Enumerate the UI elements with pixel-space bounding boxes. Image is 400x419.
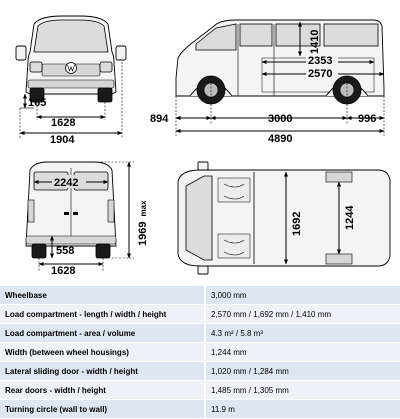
- spec-label: Rear doors - width / height: [0, 381, 205, 400]
- top-view: [178, 162, 390, 274]
- top-load-width-label: 1692: [291, 211, 303, 236]
- side-wheelbase-label: 3000: [268, 113, 293, 125]
- rear-loading-height-label: 558: [56, 245, 75, 257]
- spec-value: 2,570 mm / 1,692 mm / 1,410 mm: [205, 305, 400, 324]
- spec-label: Turning circle (wall to wall): [0, 400, 205, 419]
- front-track-label: 1628: [51, 117, 76, 129]
- front-ground-clearance-label: 165: [28, 97, 47, 109]
- spec-value: 11.9 m: [205, 400, 400, 419]
- spec-value: 1,244 mm: [205, 343, 400, 362]
- side-rear-overhang-label: 996: [358, 113, 377, 125]
- spec-label: Width (between wheel housings): [0, 343, 205, 362]
- vw-logo-icon: [66, 63, 77, 74]
- side-front-overhang-label: 894: [150, 113, 169, 125]
- side-interior-height-label: 1410: [309, 29, 321, 54]
- rear-door-width-label: 2242: [54, 177, 79, 189]
- side-load-length-label: 2353: [308, 55, 333, 67]
- side-view: [150, 20, 384, 145]
- side-length-label: 4890: [268, 133, 293, 145]
- spec-label: Load compartment - length / width / height: [0, 305, 205, 324]
- spec-value: 3,000 mm: [205, 286, 400, 305]
- rear-height-suffix: max: [139, 200, 148, 217]
- rear-height-label: [137, 200, 149, 246]
- spec-row: [0, 286, 400, 305]
- spec-label: Wheelbase: [0, 286, 205, 305]
- spec-row: [0, 343, 400, 362]
- spec-table-body: [0, 286, 400, 419]
- spec-row: [0, 362, 400, 381]
- spec-label: Load compartment - area / volume: [0, 324, 205, 343]
- spec-row: [0, 381, 400, 400]
- spec-value: 1,485 mm / 1,305 mm: [205, 381, 400, 400]
- rear-track-label: 1628: [51, 265, 76, 277]
- side-floor-length-label: 2570: [308, 68, 333, 80]
- top-housing-width-label: 1244: [344, 205, 356, 230]
- spec-row: [0, 324, 400, 343]
- spec-row: [0, 400, 400, 419]
- spec-value: 4.3 m² / 5.8 m³: [205, 324, 400, 343]
- spec-value: 1,020 mm / 1,284 mm: [205, 362, 400, 381]
- front-view: [16, 16, 126, 146]
- rear-view: [26, 162, 149, 277]
- rear-height-value: 1969: [137, 221, 149, 246]
- spec-table: [0, 286, 400, 419]
- spec-row: [0, 305, 400, 324]
- spec-label: Lateral sliding door - width / height: [0, 362, 205, 381]
- front-width-label: 1904: [50, 134, 75, 146]
